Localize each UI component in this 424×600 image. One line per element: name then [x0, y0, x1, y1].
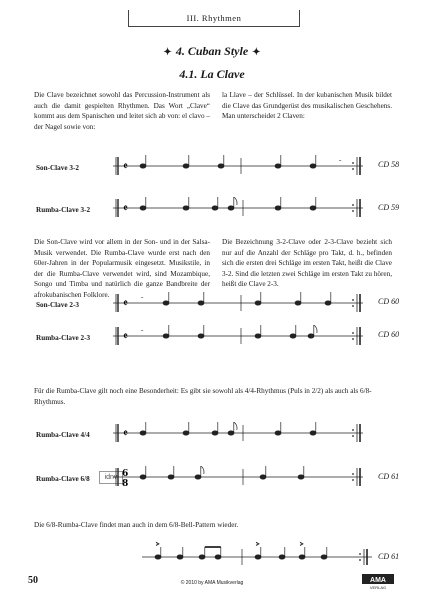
staff-rumba-clave-4-4	[113, 422, 363, 444]
svg-text:𝄻: 𝄻	[141, 297, 144, 303]
example-label-son-clave-2-3: Son-Clave 2-3	[36, 301, 79, 309]
example-label-son-clave-3-2: Son-Clave 3-2	[36, 164, 79, 172]
ornament-right-icon: ✦	[252, 47, 261, 58]
example-label-rumba-clave-2-3: Rumba-Clave 2-3	[36, 334, 91, 342]
cd-track-60-rumba: CD 60	[378, 330, 400, 339]
svg-text:𝄵: 𝄵	[123, 160, 128, 173]
intro-text-left: Die Clave bezeichnet sowohl das Percussion-Instrument als auch die damit gespielten Rhythmen. Das Wort „Clave“ kommt aus dem Spanischen und leitet sich ab von: el clavo – der Nagel sowie von:	[34, 91, 210, 131]
cd-track-59: CD 59	[378, 203, 400, 212]
section-title	[0, 44, 424, 59]
cd-track-60-son: CD 60	[378, 297, 400, 306]
son-clave-text-right: Die Bezeichnung 3-2-Clave oder 2-3-Clave bezieht sich nur auf die Anzahl der Schläge pro Takt, d. h., befinden sich die ersten drei Schläge im ersten Takt, heißt die Clave 3-2. Sind die letzten zwei Schläge im ersten Takt zu hören, heißt die Clave 2-3.	[222, 238, 392, 289]
page-number: 50	[28, 575, 38, 586]
example-label-rumba-clave-4-4: Rumba-Clave 4/4	[36, 431, 90, 439]
staff-rumba-clave-3-2	[113, 197, 363, 219]
cd-track-61-bell: CD 61	[378, 552, 400, 561]
time-signature-denominator: 8	[122, 479, 129, 488]
svg-text:𝄵: 𝄵	[123, 202, 128, 215]
svg-text:AMA: AMA	[370, 577, 386, 584]
copyright: © 2010 by AMA Musikverlag	[180, 580, 244, 586]
svg-text:>: >	[256, 542, 260, 548]
example-label-rumba-clave-6-8: Rumba-Clave 6/8	[36, 475, 90, 483]
section-subtitle: 4.1. La Clave	[179, 67, 245, 81]
cd-track-61: CD 61	[378, 472, 400, 481]
rumba-clave-note: Für die Rumba-Clave gilt noch eine Besonderheit: Es gibt sie sowohl als 4/4-Rhythmus (Puls in 2/2) als auch als 6/8-Rhythmus.	[34, 387, 372, 406]
ornament-left-icon: ✦	[163, 47, 172, 58]
svg-text:>: >	[300, 542, 304, 548]
svg-text:>: >	[156, 542, 160, 548]
svg-text:𝄻: 𝄻	[339, 160, 342, 166]
chapter-header: III. Rhythmen	[128, 10, 300, 27]
staff-bell-pattern	[142, 540, 372, 568]
svg-text:𝄵: 𝄵	[123, 330, 128, 343]
watermark-stamp: idnv	[99, 471, 123, 484]
bell-pattern-note: Die 6/8-Rumba-Clave findet man auch in dem 6/8-Bell-Pattern wieder.	[34, 521, 239, 529]
staff-son-clave-2-3	[113, 292, 363, 314]
example-label-rumba-clave-3-2: Rumba-Clave 3-2	[36, 206, 91, 214]
staff-son-clave-3-2	[113, 155, 363, 177]
time-signature-numerator: 6	[122, 469, 129, 479]
son-clave-text-left: Die Son-Clave wird vor allem in der Son- und in der Salsa-Musik verwendet. Die Rumba-Clave wurde erst nach den 60er-Jahren in der Popularmusik eingesetzt. Musikstile, in der die Rumba-Clave verwendet wird, sind Mozambique, Songo und Timba und natürlich die ganze Bandbreite der afrokubanischen Folklore.	[34, 238, 210, 299]
svg-text:VERLAG: VERLAG	[369, 585, 387, 590]
intro-text-right: la Llave – der Schlüssel. In der kubanischen Musik bildet die Clave das Grundgerüst des musikalischen Geschehens. Man unterscheidet 2 Claven:	[222, 91, 392, 121]
staff-rumba-clave-2-3	[113, 325, 363, 347]
svg-text:𝄻: 𝄻	[141, 330, 144, 336]
ama-logo-icon	[362, 574, 394, 590]
section-title-text: 4. Cuban Style	[175, 44, 249, 58]
cd-track-58: CD 58	[378, 160, 400, 169]
svg-text:𝄵: 𝄵	[123, 297, 128, 310]
svg-text:𝄵: 𝄵	[123, 427, 128, 440]
staff-rumba-clave-6-8	[113, 466, 363, 488]
